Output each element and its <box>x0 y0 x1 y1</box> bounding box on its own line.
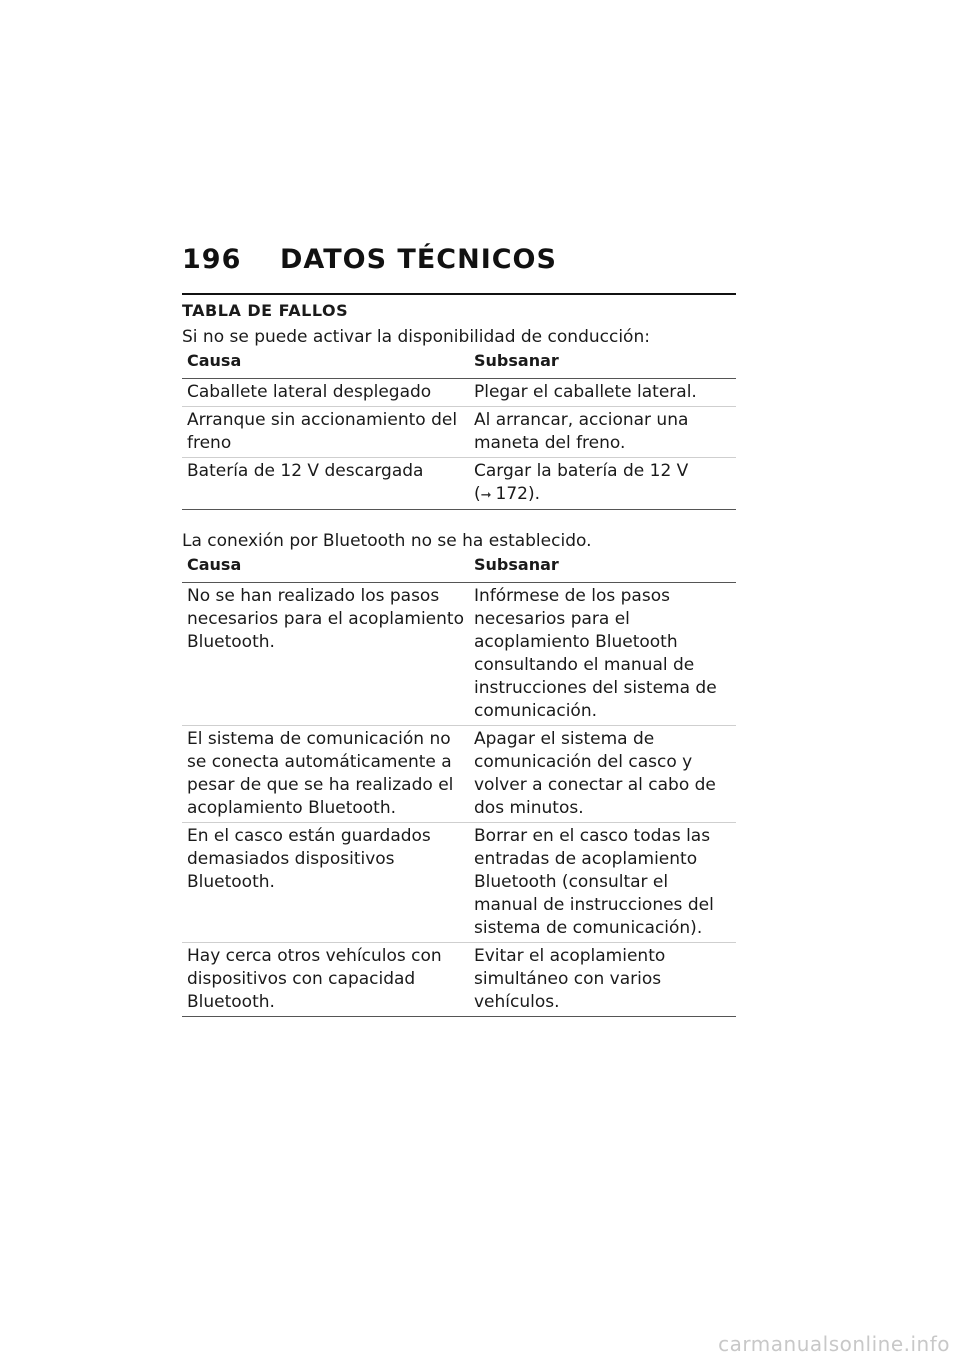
remedy-text: Cargar la batería de 12 V <box>474 461 689 481</box>
table-row <box>182 458 736 510</box>
table-row <box>182 943 736 1017</box>
column-header-cause: Causa <box>182 553 469 583</box>
manual-page <box>182 244 736 1017</box>
remedy-cell <box>469 458 736 510</box>
column-header-remedy: Subsanar <box>469 553 736 583</box>
reference-arrow-icon: ➞ <box>480 488 492 503</box>
remedy-cell: Plegar el caballete lateral. <box>469 379 736 407</box>
chapter-title: DATOS TÉCNICOS <box>280 244 557 275</box>
fault-table-driving-readiness <box>182 349 736 510</box>
table-header-row <box>182 553 736 583</box>
cause-cell: Arranque sin accionamiento del freno <box>182 407 469 458</box>
cause-cell: El sistema de comunicación no se conecta automáticamente a pesar de que se ha realizado el acoplamiento Bluetooth. <box>182 726 469 823</box>
page-reference-link[interactable]: (➞ 172). <box>474 484 541 504</box>
table1-intro: Si no se puede activar la disponibilidad de conducción: <box>182 327 650 347</box>
table-row <box>182 583 736 726</box>
remedy-cell: Apagar el sistema de comunicación del casco y volver a conectar al cabo de dos minutos. <box>469 726 736 823</box>
section-title: TABLA DE FALLOS <box>182 301 349 320</box>
column-header-remedy: Subsanar <box>469 349 736 379</box>
remedy-cell: Evitar el acoplamiento simultáneo con varios vehículos. <box>469 943 736 1017</box>
chapter-heading <box>182 244 736 284</box>
page-reference-number: 172). <box>495 484 541 504</box>
fault-table-bluetooth <box>182 553 736 1017</box>
cause-cell: Batería de 12 V descargada <box>182 458 469 510</box>
watermark: carmanualsonline.info <box>718 1332 950 1356</box>
table-row <box>182 407 736 458</box>
remedy-cell: Al arrancar, accionar una maneta del freno. <box>469 407 736 458</box>
table2-intro: La conexión por Bluetooth no se ha establecido. <box>182 531 592 551</box>
table-row <box>182 379 736 407</box>
cause-cell: Caballete lateral desplegado <box>182 379 469 407</box>
column-header-cause: Causa <box>182 349 469 379</box>
page-number: 196 <box>182 244 242 275</box>
cause-cell: En el casco están guardados demasiados dispositivos Bluetooth. <box>182 823 469 943</box>
table-header-row <box>182 349 736 379</box>
remedy-cell: Infórmese de los pasos necesarios para el acoplamiento Bluetooth consultando el manual de instrucciones del sistema de comunicación. <box>469 583 736 726</box>
cause-cell: Hay cerca otros vehículos con dispositivos con capacidad Bluetooth. <box>182 943 469 1017</box>
heading-rule <box>182 293 736 295</box>
table-row <box>182 726 736 823</box>
remedy-cell: Borrar en el casco todas las entradas de acoplamiento Bluetooth (consultar el manual de instrucciones del sistema de comunicación). <box>469 823 736 943</box>
table-row <box>182 823 736 943</box>
cause-cell: No se han realizado los pasos necesarios para el acoplamiento Bluetooth. <box>182 583 469 726</box>
